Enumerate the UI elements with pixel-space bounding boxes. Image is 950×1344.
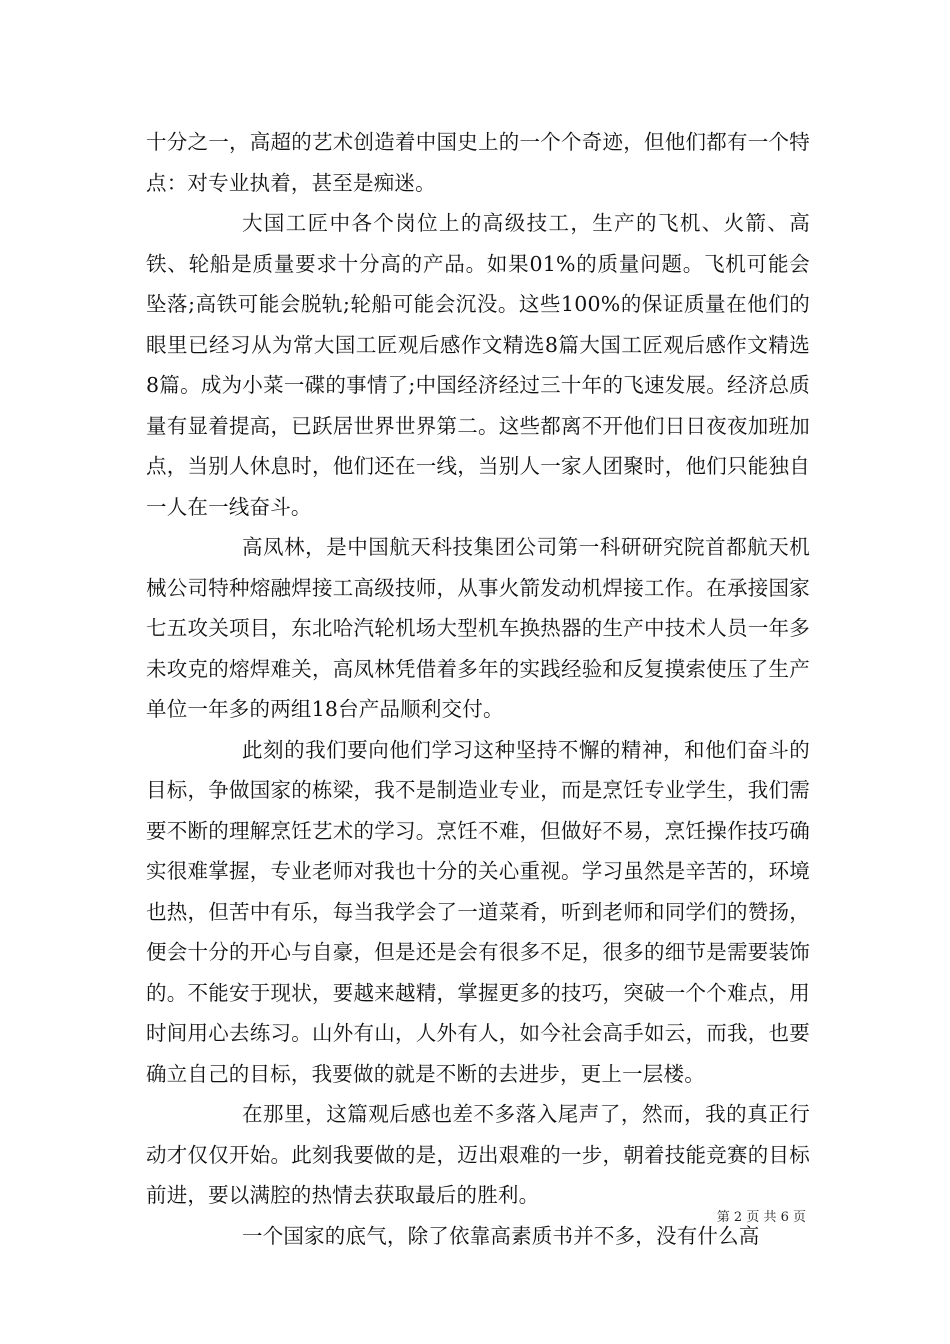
page-number-footer: 第 2 页 共 6 页 [716, 1210, 806, 1225]
paragraph-3: 高凤林，是中国航天科技集团公司第一科研研究院首都航天机械公司特种熔融焊接工高级技师，从事火箭发动机焊接工作。在承接国家七五攻关项目，东北哈汽轮机场大型机车换热器的生产中技术人员一年多未攻克的熔焊难关，高凤林凭借着多年的实践经验和反复摸索使压了生产单位一年多的两组18台产品顺利交付。 [146, 535, 810, 721]
paragraph-5: 在那里，这篇观后感也差不多落入尾声了，然而，我的真正行动才仅仅开始。此刻我要做的是，迈出艰难的一步，朝着技能竞赛的目标前进，要以满腔的热情去获取最后的胜利。 [146, 1102, 810, 1207]
paragraph-4: 此刻的我们要向他们学习这种坚持不懈的精神，和他们奋斗的目标，争做国家的栋梁，我不是制造业专业，而是烹饪专业学生，我们需要不断的理解烹饪艺术的学习。烹饪不难，但做好不易，烹饪操作技巧确实很难掌握，专业老师对我也十分的关心重视。学习虽然是辛苦的，环境也热，但苦中有乐，每当我学会了一道菜肴，听到老师和同学们的赞扬，便会十分的开心与自豪，但是还是会有很多不足，很多的细节是需要装饰的。不能安于现状，要越来越精，掌握更多的技巧，突破一个个难点，用时间用心去练习。山外有山，人外有人，如今社会高手如云，而我，也要确立自己的目标，我要做的就是不断的去进步，更上一层楼。 [146, 737, 810, 1086]
body-text [146, 122, 810, 1256]
paragraph-1: 十分之一，高超的艺术创造着中国史上的一个个奇迹，但他们都有一个特点：对专业执着，甚至是痴迷。 [146, 130, 810, 195]
paragraph-2: 大国工匠中各个岗位上的高级技工，生产的飞机、火箭、高铁、轮船是质量要求十分高的产品。如果01%的质量问题。飞机可能会坠落;高铁可能会脱轨;轮船可能会沉没。这些100%的保证质量在他们的眼里已经习从为常大国工匠观后感作文精选8篇大国工匠观后感作文精选8篇。成为小菜一碟的事情了;中国经济经过三十年的飞速发展。经济总质量有显着提高，已跃居世界世界第二。这些都离不开他们日日夜夜加班加点，当别人休息时，他们还在一线，当别人一家人团聚时，他们只能独自一人在一线奋斗。 [146, 211, 810, 519]
paragraph-6: 一个国家的底气，除了依靠高素质书并不多，没有什么高 [242, 1223, 760, 1248]
